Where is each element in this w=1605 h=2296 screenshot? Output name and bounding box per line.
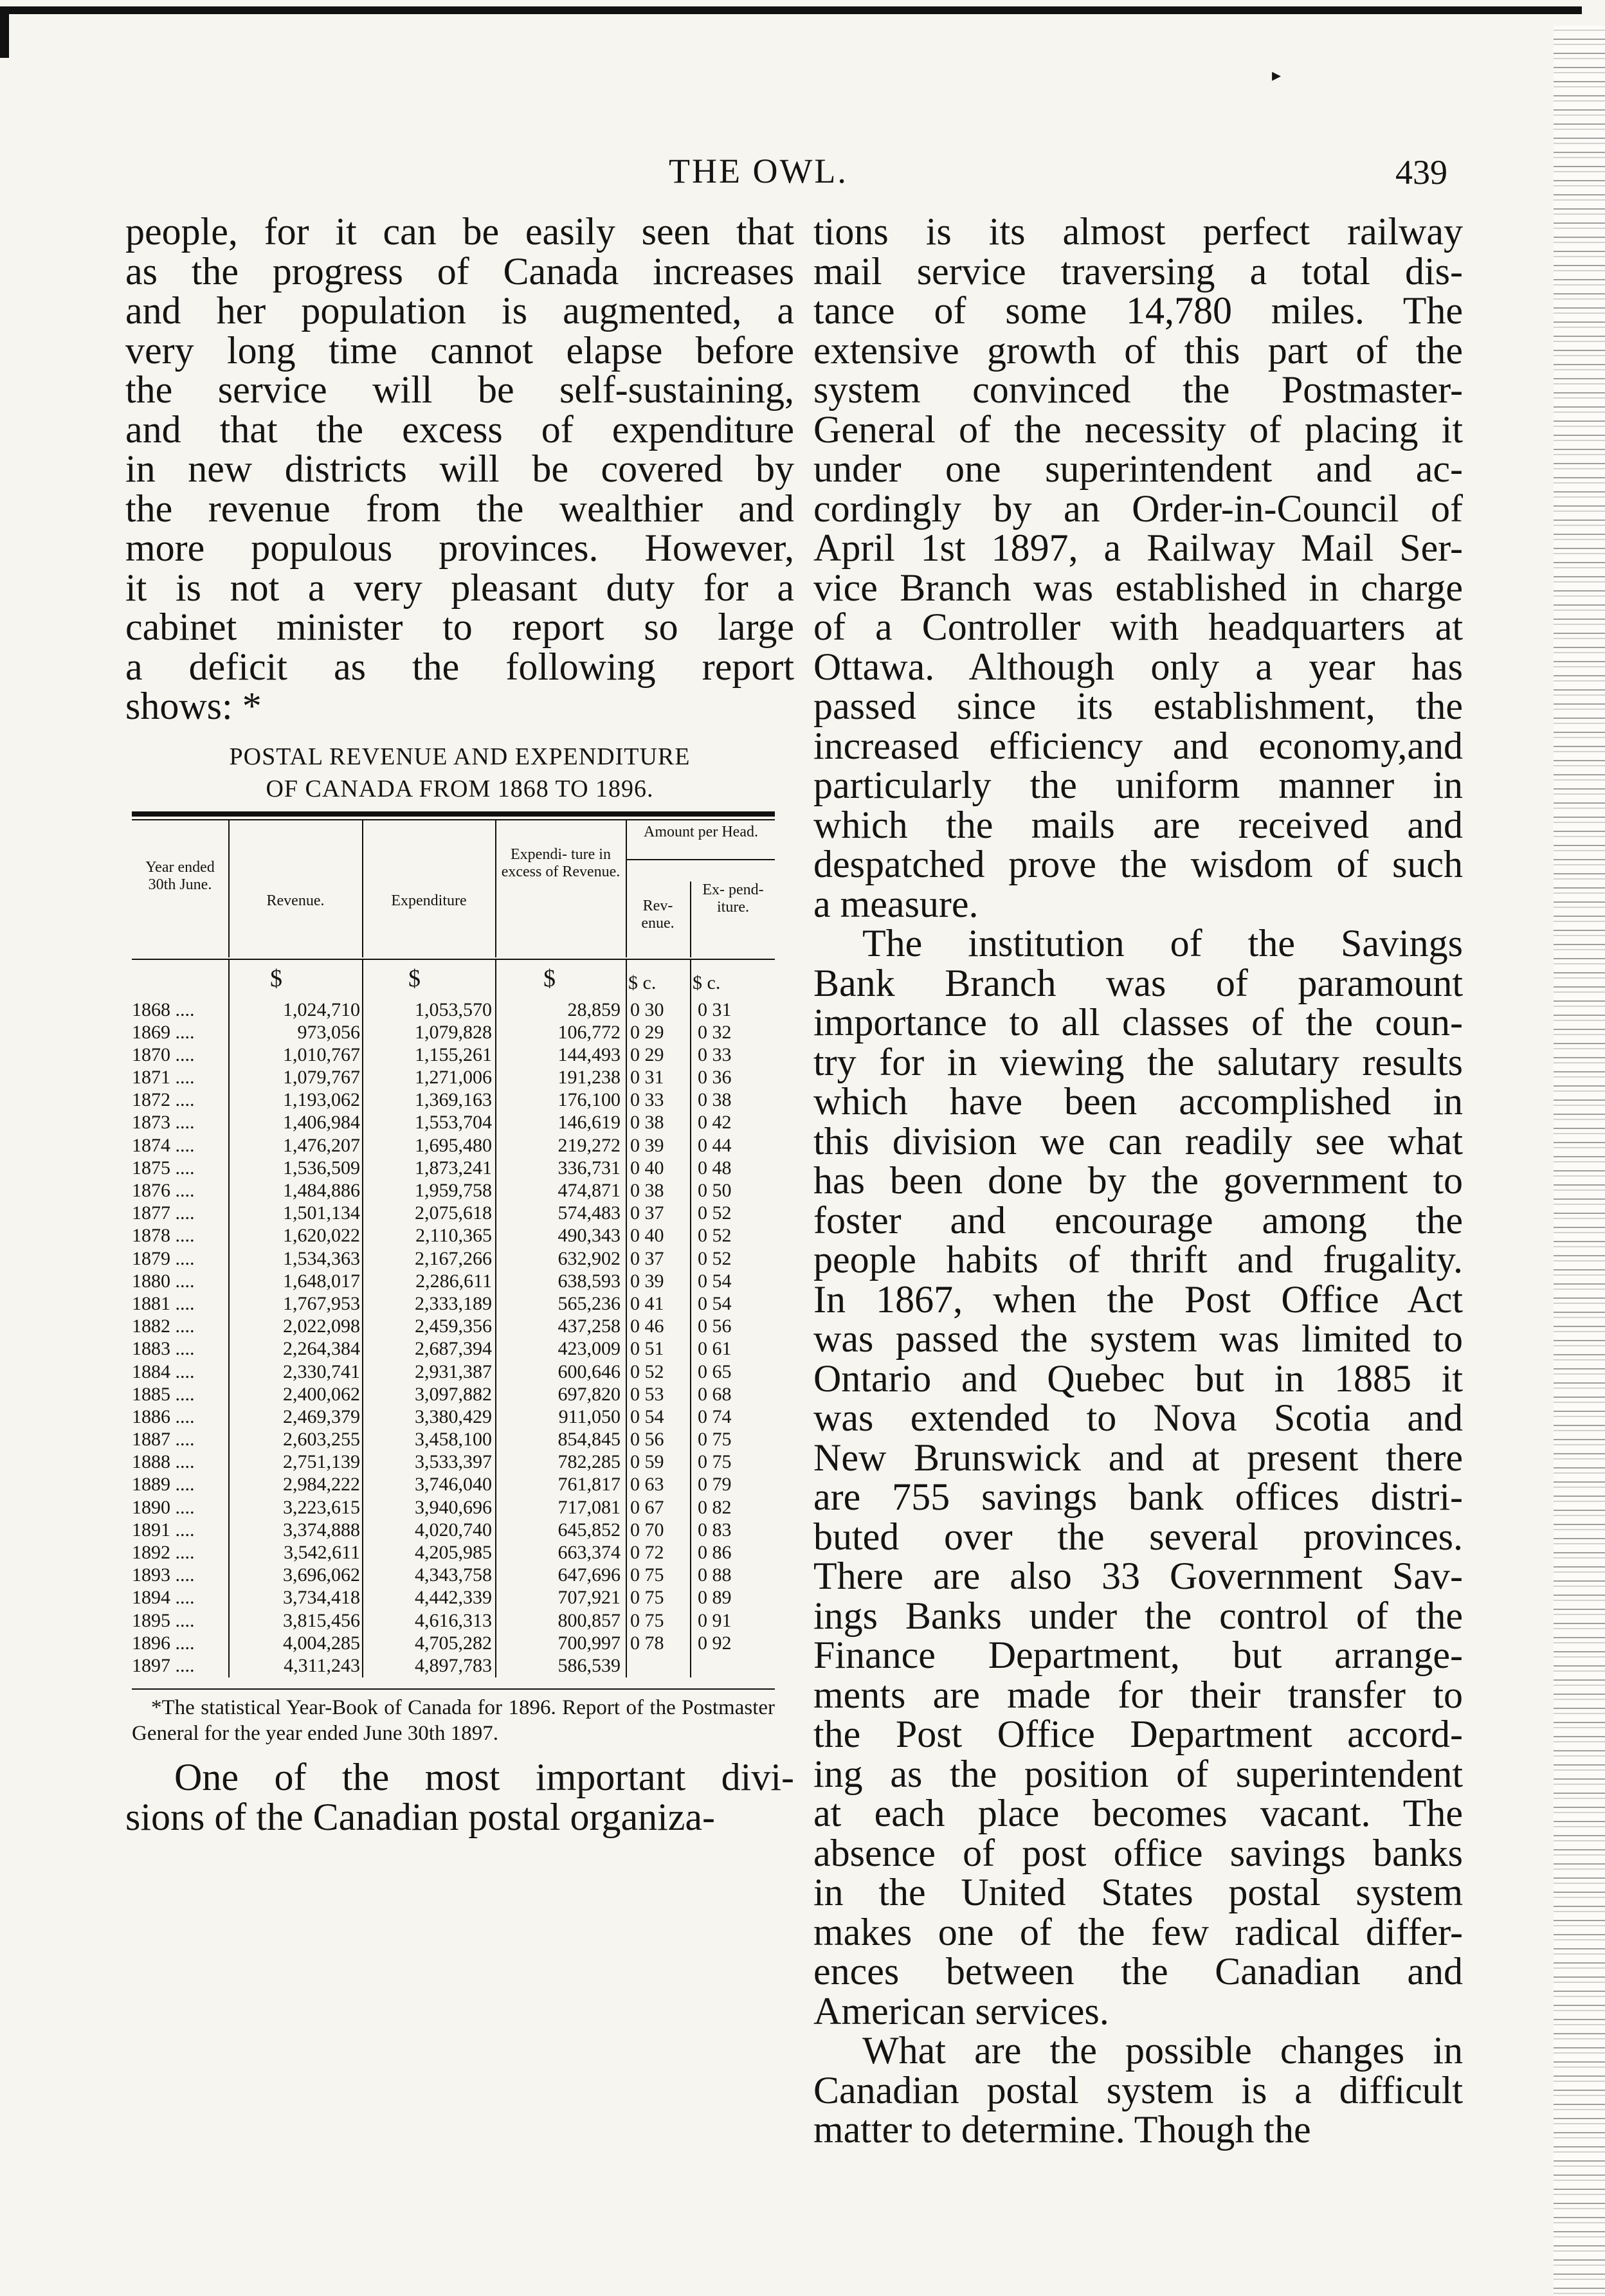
- cell-rev-per-head: 0 46: [630, 1315, 664, 1337]
- cell-expenditure: 1,553,704: [415, 1112, 492, 1134]
- cell-exp-per-head: 0 75: [698, 1429, 732, 1451]
- cell-expenditure: 2,459,356: [415, 1315, 492, 1337]
- text-line: importance to all classes of the coun-: [813, 1001, 1463, 1044]
- cell-expenditure: 1,079,828: [415, 1021, 492, 1043]
- cell-excess: 423,009: [558, 1338, 621, 1360]
- cell-excess: 600,646: [558, 1360, 621, 1382]
- cell-year: 1879 ....: [132, 1247, 195, 1269]
- header-divider: [362, 820, 363, 957]
- cell-revenue: 1,648,017: [283, 1270, 360, 1292]
- cell-revenue: 2,264,384: [283, 1338, 360, 1360]
- cell-year: 1892 ....: [132, 1542, 195, 1563]
- cell-revenue: 1,193,062: [283, 1089, 360, 1111]
- cell-year: 1886 ....: [132, 1406, 195, 1427]
- cell-exp-per-head: 0 86: [698, 1542, 732, 1563]
- cell-exp-per-head: 0 91: [698, 1609, 732, 1631]
- scanned-page-edge: [1554, 26, 1605, 2296]
- text-line: Ontario and Quebec but in 1885 it: [813, 1357, 1463, 1400]
- cell-excess: 632,902: [558, 1247, 621, 1269]
- cell-revenue: 2,603,255: [283, 1429, 360, 1451]
- cell-rev-per-head: 0 39: [630, 1134, 664, 1156]
- cell-rev-per-head: 0 75: [630, 1587, 664, 1609]
- cell-year: 1882 ....: [132, 1315, 195, 1337]
- header-exp-per-head: Ex- pend- iture.: [702, 881, 764, 916]
- cell-exp-per-head: 0 68: [698, 1383, 732, 1405]
- cell-excess: 437,258: [558, 1315, 621, 1337]
- text-line: it is not a very pleasant duty for a: [125, 566, 794, 609]
- cell-rev-per-head: 0 33: [630, 1089, 664, 1111]
- cell-excess: 574,483: [558, 1202, 621, 1224]
- cell-expenditure: 1,959,758: [415, 1180, 492, 1201]
- cell-excess: 219,272: [558, 1134, 621, 1156]
- cell-year: 1880 ....: [132, 1270, 195, 1292]
- cell-expenditure: 2,167,266: [415, 1247, 492, 1269]
- cell-rev-per-head: 0 37: [630, 1202, 664, 1224]
- cell-revenue: 1,079,767: [283, 1067, 360, 1089]
- cell-rev-per-head: 0 37: [630, 1247, 664, 1269]
- cell-excess: 645,852: [558, 1519, 621, 1541]
- cell-revenue: 3,734,418: [283, 1587, 360, 1609]
- header-year: Year ended 30th June.: [145, 858, 215, 893]
- text-line: Ottawa. Although only a year has: [813, 645, 1463, 688]
- text-line: cordingly by an Order-in-Council of: [813, 487, 1463, 530]
- cell-rev-per-head: 0 38: [630, 1112, 664, 1134]
- text-line: which the mails are received and: [813, 803, 1463, 846]
- body-column-divider: [362, 999, 363, 1677]
- text-line: One of the most important divi-: [174, 1756, 794, 1799]
- cell-expenditure: 1,053,570: [415, 999, 492, 1020]
- table-header: [132, 820, 775, 960]
- units-divider: [228, 960, 230, 999]
- body-column-divider: [228, 999, 230, 1677]
- cell-exp-per-head: 0 44: [698, 1134, 732, 1156]
- cell-excess: 647,696: [558, 1564, 621, 1586]
- text-line: In 1867, when the Post Office Act: [813, 1278, 1463, 1321]
- cell-exp-per-head: 0 38: [698, 1089, 732, 1111]
- text-line: foster and encourage among the: [813, 1198, 1463, 1242]
- cell-exp-per-head: 0 92: [698, 1632, 732, 1654]
- cell-exp-per-head: 0 42: [698, 1112, 732, 1134]
- cell-year: 1873 ....: [132, 1112, 195, 1134]
- cell-exp-per-head: 0 65: [698, 1360, 732, 1382]
- text-line: more populous provinces. However,: [125, 527, 794, 569]
- cell-excess: 854,845: [558, 1429, 621, 1451]
- cell-excess: 490,343: [558, 1225, 621, 1247]
- cell-year: 1878 ....: [132, 1225, 195, 1247]
- text-line: ing as the position of superintendent: [813, 1752, 1463, 1795]
- text-line: was passed the system was limited to: [813, 1317, 1463, 1360]
- cell-year: 1868 ....: [132, 999, 195, 1020]
- cell-excess: 638,593: [558, 1270, 621, 1292]
- text-line: in the United States postal system: [813, 1871, 1463, 1913]
- cell-expenditure: 1,695,480: [415, 1134, 492, 1156]
- text-line: a deficit as the following report: [125, 645, 794, 688]
- cell-revenue: 2,469,379: [283, 1406, 360, 1427]
- text-line: The institution of the Savings: [862, 922, 1463, 964]
- cell-revenue: 2,751,139: [283, 1451, 360, 1473]
- cell-expenditure: 2,687,394: [415, 1338, 492, 1360]
- units-divider: [362, 960, 363, 999]
- cell-excess: 191,238: [558, 1067, 621, 1089]
- cell-revenue: 3,374,888: [283, 1519, 360, 1541]
- cell-revenue: 1,620,022: [283, 1225, 360, 1247]
- table-title-line-2: OF CANADA FROM 1868 TO 1896.: [266, 775, 654, 802]
- text-line: Bank Branch was of paramount: [813, 961, 1463, 1004]
- cell-rev-per-head: 0 39: [630, 1270, 664, 1292]
- cell-revenue: 973,056: [297, 1021, 360, 1043]
- text-line: system convinced the Postmaster-: [813, 368, 1463, 411]
- text-line: shows: *: [125, 685, 262, 727]
- cell-exp-per-head: 0 83: [698, 1519, 732, 1541]
- cell-expenditure: 4,343,758: [415, 1564, 492, 1586]
- cell-year: 1896 ....: [132, 1632, 195, 1654]
- cell-year: 1897 ....: [132, 1654, 195, 1676]
- cell-exp-per-head: 0 75: [698, 1451, 732, 1473]
- cell-year: 1875 ....: [132, 1157, 195, 1179]
- printer-mark: ▸: [1272, 66, 1282, 86]
- cell-expenditure: 2,075,618: [415, 1202, 492, 1224]
- text-line: passed since its establishment, the: [813, 685, 1463, 727]
- cell-revenue: 3,223,615: [283, 1496, 360, 1518]
- unit-revenue: $: [270, 964, 282, 992]
- units-divider: [690, 960, 691, 999]
- text-line: and her population is augmented, a: [125, 289, 794, 332]
- cell-rev-per-head: 0 54: [630, 1406, 664, 1427]
- text-line: extensive growth of this part of the: [813, 329, 1463, 372]
- text-line: the Post Office Department accord-: [813, 1713, 1463, 1755]
- cell-expenditure: 1,873,241: [415, 1157, 492, 1179]
- cell-excess: 700,997: [558, 1632, 621, 1654]
- cell-revenue: 2,400,062: [283, 1383, 360, 1405]
- cell-year: 1883 ....: [132, 1338, 195, 1360]
- text-line: New Brunswick and at present there: [813, 1436, 1463, 1479]
- cell-year: 1874 ....: [132, 1134, 195, 1156]
- intro-paragraph: [125, 212, 794, 727]
- possible-changes-paragraph: [813, 2031, 1463, 2150]
- cell-rev-per-head: 0 38: [630, 1180, 664, 1201]
- text-line: buted over the several provinces.: [813, 1515, 1463, 1558]
- cell-year: 1889 ....: [132, 1474, 195, 1496]
- footnote-text: *The statistical Year-Book of Canada for 1896. Report of the Postmaster General for the year ended June 30th 1897.: [132, 1696, 775, 1746]
- cell-revenue: 1,484,886: [283, 1180, 360, 1201]
- cell-excess: 474,871: [558, 1180, 621, 1201]
- text-line: April 1st 1897, a Railway Mail Ser-: [813, 527, 1463, 569]
- unit-rev-per-head: $ c.: [628, 972, 657, 993]
- journal-title: THE OWL.: [669, 152, 848, 190]
- cell-exp-per-head: 0 31: [698, 999, 732, 1020]
- cell-year: 1876 ....: [132, 1180, 195, 1201]
- cell-rev-per-head: 0 53: [630, 1383, 664, 1405]
- cell-expenditure: 3,380,429: [415, 1406, 492, 1427]
- cell-exp-per-head: 0 52: [698, 1247, 732, 1269]
- cell-excess: 146,619: [558, 1112, 621, 1134]
- cell-expenditure: 2,333,189: [415, 1292, 492, 1314]
- cell-year: 1870 ....: [132, 1044, 195, 1065]
- cell-year: 1869 ....: [132, 1021, 195, 1043]
- cell-rev-per-head: 0 52: [630, 1360, 664, 1382]
- header-rev-per-head: Rev- enue.: [641, 897, 675, 932]
- cell-exp-per-head: 0 56: [698, 1315, 732, 1337]
- cell-expenditure: 2,110,365: [415, 1225, 492, 1247]
- header-expenditure: Expenditure: [391, 892, 467, 909]
- cell-revenue: 1,767,953: [283, 1292, 360, 1314]
- cell-excess: 800,857: [558, 1609, 621, 1631]
- cell-year: 1872 ....: [132, 1089, 195, 1111]
- text-line: people, for it can be easily seen that: [125, 210, 794, 253]
- cell-revenue: 3,815,456: [283, 1609, 360, 1631]
- cell-excess: 717,081: [558, 1496, 621, 1518]
- cell-year: 1884 ....: [132, 1360, 195, 1382]
- cell-excess: 707,921: [558, 1587, 621, 1609]
- cell-exp-per-head: 0 82: [698, 1496, 732, 1518]
- text-line: ings Banks under the control of the: [813, 1594, 1463, 1637]
- header-revenue: Revenue.: [266, 892, 325, 909]
- cell-rev-per-head: 0 41: [630, 1292, 664, 1314]
- text-line: try for in viewing the salutary results: [813, 1040, 1463, 1083]
- cell-excess: 336,731: [558, 1157, 621, 1179]
- savings-bank-paragraph: [813, 924, 1463, 2031]
- units-divider: [495, 960, 496, 999]
- text-line: absence of post office savings banks: [813, 1831, 1463, 1874]
- text-line: Canadian postal system is a difficult: [813, 2068, 1463, 2111]
- cell-exp-per-head: 0 89: [698, 1587, 732, 1609]
- cell-exp-per-head: 0 48: [698, 1157, 732, 1179]
- left-border-rule: [0, 6, 9, 58]
- cell-exp-per-head: 0 32: [698, 1021, 732, 1043]
- text-line: was extended to Nova Scotia and: [813, 1397, 1463, 1439]
- cell-expenditure: 1,271,006: [415, 1067, 492, 1089]
- cell-revenue: 3,542,611: [284, 1542, 360, 1563]
- cell-rev-per-head: 0 51: [630, 1338, 664, 1360]
- cell-excess: 565,236: [558, 1292, 621, 1314]
- railway-mail-paragraph: [813, 212, 1463, 924]
- running-head: [0, 145, 1605, 196]
- cell-revenue: 1,024,710: [283, 999, 360, 1020]
- cell-revenue: 1,476,207: [283, 1134, 360, 1156]
- text-line: are 755 savings bank offices distri-: [813, 1476, 1463, 1518]
- cell-exp-per-head: 0 54: [698, 1292, 732, 1314]
- cell-year: 1877 ....: [132, 1202, 195, 1224]
- cell-revenue: 1,501,134: [283, 1202, 360, 1224]
- text-line: tance of some 14,780 miles. The: [813, 289, 1463, 332]
- cell-excess: 697,820: [558, 1383, 621, 1405]
- text-line: a measure.: [813, 882, 979, 925]
- cell-excess: 663,374: [558, 1542, 621, 1563]
- cell-expenditure: 3,458,100: [415, 1429, 492, 1451]
- cell-rev-per-head: 0 63: [630, 1474, 664, 1496]
- cell-excess: 586,539: [558, 1654, 621, 1676]
- page-number: 439: [1395, 153, 1447, 192]
- table-top-rule: [132, 811, 775, 817]
- cell-revenue: 4,311,243: [284, 1654, 360, 1676]
- after-table-paragraph: [125, 1758, 794, 1837]
- cell-rev-per-head: 0 75: [630, 1609, 664, 1631]
- per-head-rule: [626, 859, 775, 860]
- text-line: very long time cannot elapse before: [125, 329, 794, 372]
- cell-year: 1894 ....: [132, 1587, 195, 1609]
- cell-expenditure: 3,940,696: [415, 1496, 492, 1518]
- text-line: ments are made for their transfer to: [813, 1673, 1463, 1716]
- body-column-divider: [495, 999, 496, 1677]
- body-column-divider: [626, 999, 627, 1677]
- text-line: increased efficiency and economy,and: [813, 724, 1463, 767]
- text-line: tions is its almost perfect railway: [813, 210, 1463, 253]
- text-line: under one superintendent and ac-: [813, 447, 1463, 490]
- cell-expenditure: 4,442,339: [415, 1587, 492, 1609]
- cell-rev-per-head: 0 40: [630, 1225, 664, 1247]
- cell-revenue: 3,696,062: [283, 1564, 360, 1586]
- cell-rev-per-head: 0 67: [630, 1496, 664, 1518]
- cell-revenue: 1,010,767: [283, 1044, 360, 1065]
- cell-exp-per-head: 0 52: [698, 1202, 732, 1224]
- cell-expenditure: 3,533,397: [415, 1451, 492, 1473]
- cell-exp-per-head: 0 61: [698, 1338, 732, 1360]
- cell-exp-per-head: 0 74: [698, 1406, 732, 1427]
- cell-year: 1890 ....: [132, 1496, 195, 1518]
- cell-expenditure: 3,746,040: [415, 1474, 492, 1496]
- text-line: the service will be self-sustaining,: [125, 368, 794, 411]
- unit-expenditure: $: [408, 964, 421, 992]
- cell-year: 1888 ....: [132, 1451, 195, 1473]
- cell-excess: 782,285: [558, 1451, 621, 1473]
- cell-excess: 761,817: [558, 1474, 621, 1496]
- cell-revenue: 1,406,984: [283, 1112, 360, 1134]
- text-line: American services.: [813, 1989, 1109, 2032]
- cell-year: 1885 ....: [132, 1383, 195, 1405]
- cell-rev-per-head: 0 59: [630, 1451, 664, 1473]
- text-line: particularly the uniform manner in: [813, 764, 1463, 806]
- table-footnote: [132, 1688, 775, 1746]
- unit-excess: $: [543, 964, 556, 992]
- text-line: ences between the Canadian and: [813, 1950, 1463, 1993]
- text-line: mail service traversing a total dis-: [813, 249, 1463, 293]
- cell-year: 1881 ....: [132, 1292, 195, 1314]
- cell-revenue: 1,536,509: [283, 1157, 360, 1179]
- text-line: and that the excess of expenditure: [125, 408, 794, 451]
- cell-rev-per-head: 0 78: [630, 1632, 664, 1654]
- text-line: which have been accomplished in: [813, 1080, 1463, 1123]
- cell-year: 1895 ....: [132, 1609, 195, 1631]
- units-divider: [626, 960, 627, 999]
- unit-exp-per-head: $ c.: [693, 972, 721, 993]
- cell-rev-per-head: 0 31: [630, 1067, 664, 1089]
- cell-rev-per-head: 0 56: [630, 1429, 664, 1451]
- body-column-divider: [690, 999, 691, 1677]
- cell-exp-per-head: 0 33: [698, 1044, 732, 1065]
- cell-year: 1887 ....: [132, 1429, 195, 1451]
- cell-excess: 28,859: [567, 999, 621, 1020]
- cell-exp-per-head: 0 52: [698, 1225, 732, 1247]
- text-line: General of the necessity of placing it: [813, 408, 1463, 451]
- cell-expenditure: 4,897,783: [415, 1654, 492, 1676]
- cell-exp-per-head: 0 50: [698, 1180, 732, 1201]
- right-column: [813, 212, 1463, 2150]
- cell-rev-per-head: 0 72: [630, 1542, 664, 1563]
- cell-exp-per-head: 0 79: [698, 1474, 732, 1496]
- cell-excess: 911,050: [558, 1406, 621, 1427]
- text-line: makes one of the few radical differ-: [813, 1910, 1463, 1953]
- cell-expenditure: 4,020,740: [415, 1519, 492, 1541]
- table-title: [125, 741, 794, 805]
- cell-excess: 176,100: [558, 1089, 621, 1111]
- left-column: [125, 212, 794, 1837]
- cell-expenditure: 3,097,882: [415, 1383, 492, 1405]
- table-title-line-1: POSTAL REVENUE AND EXPENDITURE: [229, 743, 691, 770]
- text-line: sions of the Canadian postal organiza-: [125, 1795, 715, 1838]
- text-line: has been done by the government to: [813, 1159, 1463, 1202]
- header-divider: [228, 820, 230, 957]
- cell-expenditure: 1,155,261: [415, 1044, 492, 1065]
- cell-expenditure: 4,705,282: [415, 1632, 492, 1654]
- text-line: this division we can readily see what: [813, 1119, 1463, 1162]
- cell-rev-per-head: 0 30: [630, 999, 664, 1020]
- text-line: despatched prove the wisdom of such: [813, 843, 1463, 885]
- cell-year: 1891 ....: [132, 1519, 195, 1541]
- postal-revenue-table: [132, 811, 775, 1747]
- cell-year: 1871 ....: [132, 1067, 195, 1089]
- cell-excess: 106,772: [558, 1021, 621, 1043]
- text-line: of a Controller with headquarters at: [813, 606, 1463, 648]
- cell-expenditure: 4,616,313: [415, 1609, 492, 1631]
- top-border-rule: [0, 6, 1582, 14]
- cell-revenue: 2,984,222: [283, 1474, 360, 1496]
- cell-expenditure: 2,931,387: [415, 1360, 492, 1382]
- text-line: at each place becomes vacant. The: [813, 1792, 1463, 1834]
- cell-rev-per-head: 0 29: [630, 1021, 664, 1043]
- cell-revenue: 2,330,741: [283, 1360, 360, 1382]
- text-line: the revenue from the wealthier and: [125, 487, 794, 530]
- cell-rev-per-head: 0 75: [630, 1564, 664, 1586]
- cell-exp-per-head: 0 54: [698, 1270, 732, 1292]
- text-line: vice Branch was established in charge: [813, 566, 1463, 609]
- header-per-head: Amount per Head.: [644, 823, 758, 840]
- cell-exp-per-head: 0 88: [698, 1564, 732, 1586]
- text-line: Finance Department, but arrange-: [813, 1634, 1463, 1676]
- cell-rev-per-head: 0 29: [630, 1044, 664, 1065]
- header-excess: Expendi- ture in excess of Revenue.: [501, 845, 621, 880]
- cell-year: 1893 ....: [132, 1564, 195, 1586]
- text-line: in new districts will be covered by: [125, 447, 794, 490]
- text-line: as the progress of Canada increases: [125, 249, 794, 293]
- text-line: What are the possible changes in: [862, 2029, 1463, 2072]
- cell-expenditure: 2,286,611: [415, 1270, 492, 1292]
- cell-revenue: 1,534,363: [283, 1247, 360, 1269]
- text-line: There are also 33 Government Sav-: [813, 1555, 1463, 1597]
- cell-revenue: 4,004,285: [283, 1632, 360, 1654]
- text-line: cabinet minister to report so large: [125, 606, 794, 648]
- text-line: people habits of thrift and frugality.: [813, 1238, 1463, 1281]
- cell-rev-per-head: 0 70: [630, 1519, 664, 1541]
- cell-expenditure: 1,369,163: [415, 1089, 492, 1111]
- text-line: matter to determine. Though the: [813, 2108, 1311, 2151]
- header-divider: [495, 820, 496, 957]
- table-body: [132, 999, 775, 1677]
- cell-revenue: 2,022,098: [283, 1315, 360, 1337]
- cell-exp-per-head: 0 36: [698, 1067, 732, 1089]
- cell-expenditure: 4,205,985: [415, 1542, 492, 1563]
- units-row: [132, 960, 775, 999]
- cell-rev-per-head: 0 40: [630, 1157, 664, 1179]
- cell-excess: 144,493: [558, 1044, 621, 1065]
